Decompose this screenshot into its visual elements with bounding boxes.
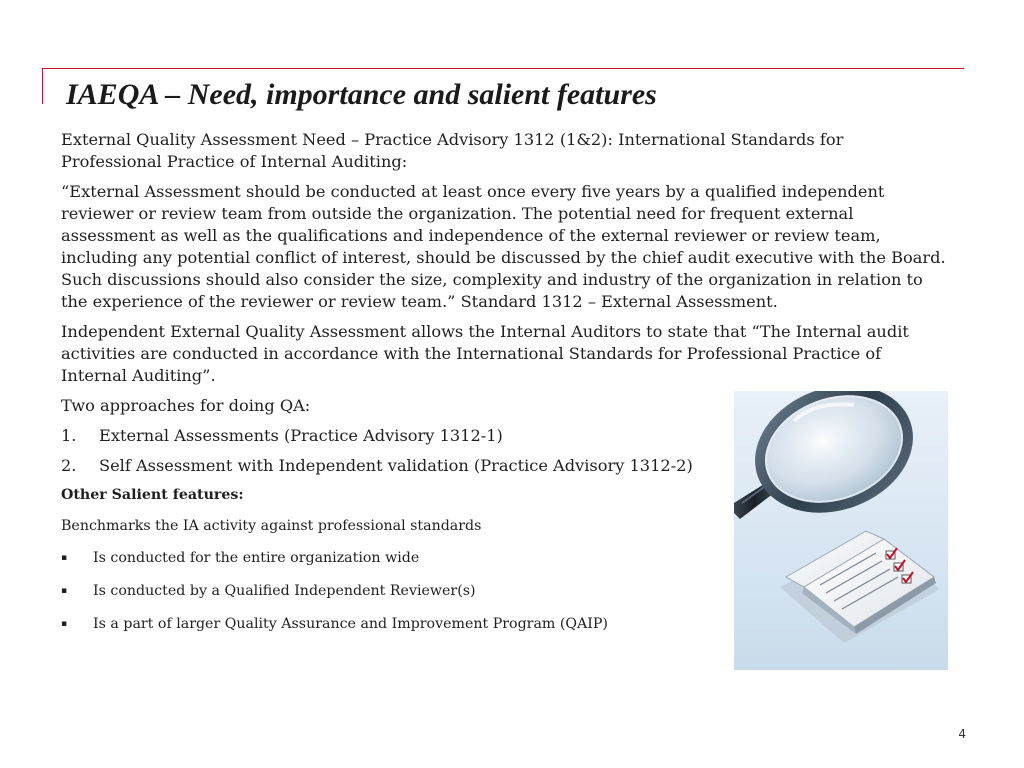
page-number: 4 [958,727,966,741]
bullet-mark-icon: ▪ [61,553,68,563]
magnifying-glass-illustration [734,391,948,670]
magnifying-glass-over-book-icon [734,391,948,670]
bullet-mark-icon: ▪ [61,586,68,596]
slide-title: IAEQA – Need, importance and salient features [66,78,657,111]
header-rule-vertical [42,68,43,104]
paragraph-quote: “External Assessment should be conducted at least once every five years by a qualified independent reviewer or review team from outside the organization. The potential need for frequent external assessment as well as the qualifications and independence of the external reviewer or review team, including any potential conflict of interest, should be discussed by the chief audit executive with the Board. Such discussions should also consider the size, complexity and industry of the organization in relation to the experience of the reviewer or review team.” Standard 1312 – External Assessment. [61,182,946,311]
salient-features-heading: Other Salient features: [61,487,244,503]
benchmarks-line: Benchmarks the IA activity against professional standards [61,518,482,534]
approach-number: 1. [61,426,77,445]
bullet-text: Is a part of larger Quality Assurance and Improvement Program (QAIP) [93,616,608,632]
approach-number: 2. [61,456,77,475]
approach-text: Self Assessment with Independent validation (Practice Advisory 1312-2) [99,456,693,475]
approaches-intro: Two approaches for doing QA: [61,396,311,415]
paragraph-independent: Independent External Quality Assessment allows the Internal Auditors to state that “The Internal audit activities are conducted in accordance with the International Standards for Professional Practice of Internal Auditing”. [61,322,909,385]
approach-text: External Assessments (Practice Advisory 1312-1) [99,426,503,445]
bullet-text: Is conducted for the entire organization wide [93,550,420,566]
magnifying-glass [734,391,925,528]
paragraph-need: External Quality Assessment Need – Practice Advisory 1312 (1&2): International Standards for Professional Practice of Internal Auditing: [61,130,844,171]
bullet-text: Is conducted by a Qualified Independent Reviewer(s) [93,583,476,599]
header-rule-horizontal [42,68,964,69]
bullet-mark-icon: ▪ [61,619,68,629]
checklist-book [780,531,940,643]
